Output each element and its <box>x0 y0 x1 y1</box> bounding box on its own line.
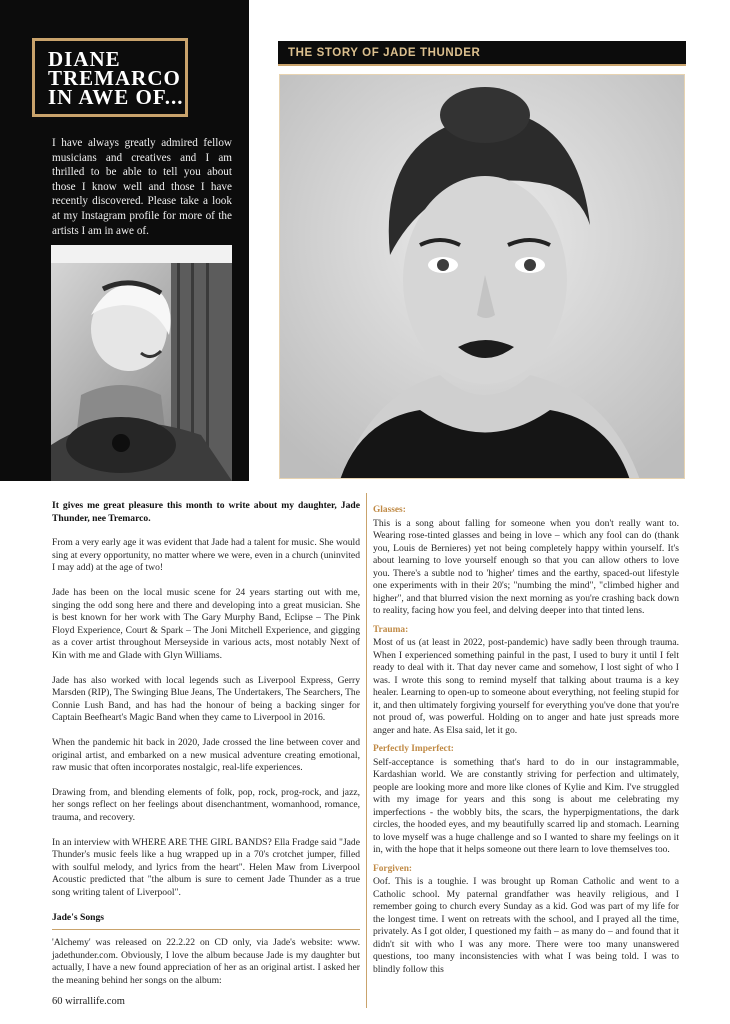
song-description: Oof. This is a toughie. I was brought up Roman Catholic and went to a Catholic school. My paternal grandfather was heavily religious, and I remember going to church every Sunday as a kid. God was part of my life for the longest time. I went on retreats with the school, and I prayed all the time, privately. As I got older, I questioned my faith – as many do – and found that it didn't sit with who I was any more. There were too many unanswered questions, too many inconsistencies with what I was being told. I was to blindly follow this <box>373 876 679 975</box>
column-divider <box>366 493 367 1008</box>
song-section <box>373 504 679 618</box>
article-column-right <box>373 504 679 982</box>
article-paragraph: Jade has been on the local music scene for 24 years starting out with me, singing the odd song here and there and developing into a great musician. She is best known for her work with The Gary Murphy Band, Eclipse – The Pink Floyd Experience, Court & Spark – The Joni Mitchell Experience, and gigging as a cover artist throughout Merseyside in various acts, most notably Next of Kin with me and Glade with Glyn Williams. <box>52 587 360 661</box>
page-number: 60 <box>52 996 63 1007</box>
song-section <box>373 624 679 738</box>
song-title: Perfectly Imperfect: <box>373 744 454 754</box>
sidebar-title-line: IN AWE OF... <box>48 85 184 109</box>
song-section <box>373 863 679 977</box>
article-column-left <box>52 500 360 1000</box>
songs-heading: Jade's Songs <box>52 911 104 923</box>
sidebar-title-line: TREMARCO <box>48 66 181 90</box>
feature-photo <box>279 74 685 479</box>
page-footer <box>52 996 125 1007</box>
song-section <box>373 743 679 857</box>
song-title: Trauma: <box>373 624 409 635</box>
article-paragraph: From a very early age it was evident that Jade had a talent for music. She would sing at every opportunity, no matter where we were, even in a church (uninvited I may add) at the age of two! <box>52 537 360 574</box>
sidebar-title-box <box>32 38 188 117</box>
article-paragraph: Jade has also worked with local legends such as Liverpool Express, Gerry Marsden (RIP), The Swinging Blue Jeans, The Undertakers, The Searchers, The Connie Lush Band, and has had the honour of being a backing singer for Captain Beefheart's Magic Band when they came to Liverpool in 2016. <box>52 674 360 724</box>
song-description: Self-acceptance is something that's hard to do in our instagrammable, Kardashian world. We are constantly striving for perfection and ultimately, people are looking more and more like clones of Kylie and Kim. I've struggled with my image for years and this song is about me celebrating my imperfections - the wobbly bits, the scars, the hyperpigmentations, the dark circles, the hooded eyes, and my beautifully scarred lip and stomach. Learning to love myself was a huge challenge and so I wanted to share my feelings on it in, with the hope that it helps someone out there learn to love themselves too. <box>373 756 679 855</box>
song-title: Forgiven: <box>373 863 413 874</box>
article-paragraph: In an interview with WHERE ARE THE GIRL BANDS? Ella Fradge said "Jade Thunder's music feels like a hug wrapped up in a 70's crotchet jumper, filled with soulful melody, and lyrics from the heart". Helen Maw from Liverpool Acoustic predicted that "the album is sure to cement Jade Thunder as a true song writing talent of Liverpool". <box>52 836 360 898</box>
author-photo <box>51 245 232 481</box>
sidebar-intro: I have always greatly admired fellow musicians and creatives and I am thrilled to be able to tell you about those I know well and those I have recently discovered. Please take a look at my Instagram profile for more of the artists I am in awe of. <box>52 137 232 237</box>
feature-band <box>278 41 686 66</box>
sidebar-title-line: DIANE <box>48 47 121 71</box>
song-title: Glasses: <box>373 505 406 515</box>
site-name[interactable]: wirrallife.com <box>65 996 125 1007</box>
article-paragraph: Drawing from, and blending elements of folk, pop, rock, prog-rock, and jazz, her songs reflect on her feelings about disenchantment, womanhood, romance, trauma, and recovery. <box>52 786 360 823</box>
feature-heading: THE STORY OF JADE THUNDER <box>288 47 481 59</box>
song-description: This is a song about falling for someone when you don't really want to. Wearing rose-tinted glasses and being in love – which any fool can do (thank you, Louis de Bernieres) yet not being completely happy within yourself. It's about learning to love yourself enough so that you can allow others to love you. There's a subtle nod to 'higher' times and the earthy, spaced-out lifestyle one experiments with in their 20's; "numbing the mind", "climbed higher and higher", and that blurred vision the next morning as you're crashing back down to reality, facing how you feel, and delving deeper into that tinted lens. <box>373 517 679 616</box>
songs-intro: 'Alchemy' was released on 22.2.22 on CD only, via Jade's website: www. jadethunder.com. Obviously, I love the album because Jade is my daughter but actually, I have a new found appreciation of her as an original artist. I asked her the meaning behind her songs on the album: <box>52 937 360 986</box>
article-paragraph: When the pandemic hit back in 2020, Jade crossed the line between cover and original artist, and embarked on a new musical adventure creating emotional, raw music that often incorporates nostalgic, real-life experiences. <box>52 737 360 774</box>
song-description: Most of us (at least in 2022, post-pandemic) have sadly been through trauma. When I experienced something painful in the past, I used to bury it until I felt ready to deal with it. That day never came and somehow, I lost sight of who I was. I wrote this song to remind myself that talking about trauma is a key healer. Learning to open-up to someone about everything, not feeling stupid for it, and then ultimately forgiving yourself for everything you've done that you're not proud of, was powerful. Holding on to anger and hate just spreads more anger and hate. As Elsa said, let it go. <box>373 637 679 736</box>
section-divider <box>52 929 360 930</box>
article-lead: It gives me great pleasure this month to write about my daughter, Jade Thunder, nee Tremarco. <box>52 500 360 524</box>
